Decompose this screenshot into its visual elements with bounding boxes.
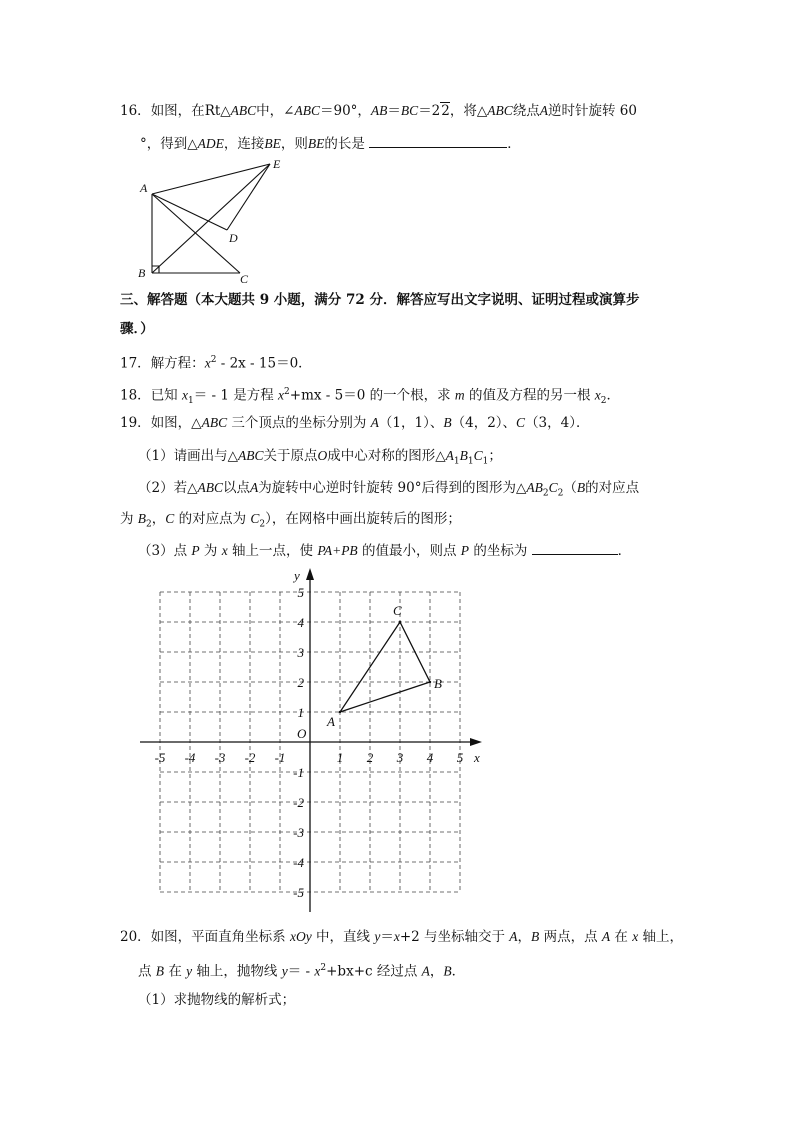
y-tick-label: 2: [297, 675, 304, 690]
q18-sub: 1: [187, 396, 194, 407]
q19-sub3: [138, 541, 631, 561]
q19-var: ABC: [201, 415, 228, 430]
segment-DE: [227, 164, 270, 230]
q16-var: BE: [264, 136, 281, 151]
q20-text: 两点，点: [539, 929, 602, 945]
q19-text: （3）点: [138, 543, 192, 559]
q19-var: PA+PB: [317, 543, 358, 558]
x-tick-label: 4: [426, 750, 434, 765]
q16-var: ABC: [487, 103, 513, 118]
q18-text: ＝ - 1 是方程: [193, 387, 279, 404]
q16-var: ABC: [230, 103, 257, 118]
section-3-title: 三、解答题（本大题共 9 小题，满分 72 分．解答应写出文字说明、证明过程或演算步: [120, 292, 640, 308]
q20-text: ＝: [380, 929, 394, 945]
q19-var: ABC: [197, 480, 223, 495]
q19-text: 的对应点为: [178, 511, 247, 527]
q19-var: A: [445, 448, 454, 463]
q20-var: A: [421, 963, 430, 979]
q20-line1: [120, 927, 683, 947]
q18: [120, 382, 620, 411]
q19-sub2: [138, 478, 639, 504]
q20-text: +2 与坐标轴交于: [399, 929, 510, 945]
x-tick-label: 2: [366, 750, 374, 765]
q16-var: AB: [370, 103, 388, 118]
q16-text: 中，∠: [256, 103, 295, 119]
q19-var: x: [221, 543, 228, 558]
y-tick-label: 5: [297, 585, 304, 600]
x-tick-label: 3: [396, 750, 404, 765]
q19-var: ABC: [237, 448, 264, 463]
x-tick-label: -3: [214, 750, 226, 765]
q20-var: A: [509, 929, 518, 944]
x-axis-label: x: [474, 750, 480, 765]
label-A: A: [140, 181, 148, 195]
answer-blank-19-3[interactable]: [532, 541, 618, 555]
q19-text: ；: [488, 448, 502, 464]
q19-sub2-cont: [120, 509, 461, 535]
q19-text: 成中心对称的图形△: [327, 448, 446, 464]
segment-AD: [152, 194, 227, 230]
q20-line2: [138, 958, 465, 982]
q20-text: 在: [610, 929, 633, 945]
q16-text: 逆时针旋转 60: [548, 103, 637, 119]
segment-AE: [152, 164, 270, 194]
q16-var: BC: [400, 103, 419, 118]
q16-line2: [140, 134, 521, 154]
q19-text: 为: [120, 511, 134, 527]
q19-text: 轴上一点，使: [227, 543, 318, 559]
q20-text: ＝ -: [287, 963, 315, 980]
label-C: C: [240, 272, 249, 286]
q20-var: x: [393, 929, 400, 944]
q20-sup: 2: [320, 963, 327, 973]
q20-text: 轴上，: [638, 929, 684, 945]
section-3-title-cont: 骤．）: [120, 321, 154, 337]
answer-blank-16[interactable]: [369, 134, 507, 148]
label-E: E: [273, 157, 281, 171]
q20-sub1: （1）求抛物线的解析式；: [138, 992, 296, 1008]
y-tick-label: 4: [297, 615, 304, 630]
triangle-abc: [340, 622, 430, 712]
q19-text: （4，2）、: [451, 415, 517, 431]
q19-text: 三个顶点的坐标分别为: [227, 415, 371, 431]
q19-text: 的值最小，则点: [357, 543, 461, 559]
q20-text: +bx+c 经过点: [326, 963, 422, 980]
q16-text: ，则: [280, 136, 308, 152]
q16-number: 16．: [120, 103, 151, 119]
q19-sub1: [138, 446, 502, 472]
q20-var: y: [281, 963, 288, 979]
q19-text: 关于原点: [263, 448, 318, 464]
q20-text: 轴上，抛物线: [192, 963, 282, 980]
q16-text: °，得到△: [140, 136, 198, 152]
q18-text: +mx - 5＝0 的一个根，求: [289, 387, 455, 404]
q19-var: C: [516, 415, 526, 430]
q16-text: 如图，在: [150, 103, 205, 119]
q16-text: 绕点: [512, 103, 540, 119]
q16-text: ．: [507, 136, 521, 152]
q19-var: A: [249, 480, 259, 495]
q20-var: y: [374, 929, 381, 944]
q17-number: 17．: [120, 355, 151, 372]
q16-var: ABC: [294, 103, 320, 118]
q16-var: BE: [307, 136, 325, 151]
q18-var: x: [594, 387, 601, 403]
q20-text: 点: [138, 963, 156, 980]
y-tick-label: -2: [293, 795, 304, 810]
y-tick-label: -1: [293, 765, 304, 780]
q18-sub: 2: [600, 396, 607, 407]
vertex-label-C: C: [393, 603, 402, 618]
q19-var: B: [137, 511, 147, 526]
q19-var: P: [191, 543, 200, 558]
q19-line1: [120, 413, 590, 433]
q20-text: 如图，平面直角坐标系: [150, 929, 290, 945]
sqrt-radicand: 2: [441, 103, 450, 119]
q19-var: C: [250, 511, 260, 526]
q19-var: O: [317, 448, 328, 463]
coordinate-grid: [130, 562, 490, 917]
q20-text: ，: [517, 929, 532, 945]
q18-var: x: [278, 387, 285, 403]
origin-label: O: [297, 726, 307, 741]
q19-sub: 1: [482, 456, 489, 467]
x-tick-label: -2: [244, 750, 256, 765]
q19-var: C: [548, 480, 558, 495]
q19-var: P: [460, 543, 470, 558]
vertex-label-A: A: [327, 714, 335, 729]
q17-text: 解方程：: [150, 355, 205, 372]
q19-sub: 1: [453, 456, 460, 467]
q16-text: ，将△: [449, 103, 488, 119]
q16-text: 的长是: [324, 136, 365, 152]
q16-figure: [132, 152, 292, 287]
vertex-point-A: [339, 711, 341, 713]
q19-var: B: [443, 415, 452, 430]
q20-var: A: [601, 929, 611, 944]
q19-text: ．: [617, 543, 632, 559]
q19-text: （1，1）、: [378, 415, 444, 431]
q18-number: 18．: [120, 387, 151, 404]
q19-var: B: [576, 480, 586, 495]
y-tick-label: 3: [297, 645, 304, 660]
y-axis-label: y: [294, 568, 300, 583]
y-tick-label: -4: [293, 855, 304, 870]
q20-text: ．: [451, 963, 466, 980]
q20-text: 在: [164, 963, 187, 980]
q19-text: 为旋转中心逆时针旋转 90°后得到的图形为△: [258, 480, 527, 496]
q17-sup: 2: [210, 355, 217, 365]
q19-var: A: [370, 415, 379, 430]
x-tick-label: -5: [154, 750, 166, 765]
q18-text: ．: [606, 387, 620, 404]
segment-BE: [152, 164, 270, 273]
q19-text: （2）若△: [138, 480, 198, 496]
q19-sub: 2: [557, 488, 564, 499]
q16-var: A: [539, 103, 549, 118]
label-B: B: [138, 266, 146, 280]
q20-var: x: [314, 963, 321, 979]
q16-text: △: [220, 103, 231, 119]
x-tick-label: -4: [184, 750, 196, 765]
x-tick-label: 5: [456, 750, 464, 765]
q19-var: C: [473, 448, 483, 463]
q20-text: 中，直线: [311, 929, 375, 945]
q20-var: B: [155, 963, 165, 979]
q19-text: 的对应点: [585, 480, 640, 496]
q18-sup: 2: [284, 387, 290, 397]
y-tick-label: 1: [297, 705, 304, 720]
q16-text: ＝2: [418, 103, 441, 119]
q20-var: xOy: [289, 929, 312, 944]
y-tick-label: -3: [293, 825, 304, 840]
q19-text: 为: [199, 543, 222, 559]
vertex-label-B: B: [434, 676, 442, 691]
q16-text: Rt: [204, 103, 221, 119]
q18-text: 的值及方程的另一根: [464, 387, 595, 404]
q19-var: AB: [526, 480, 543, 495]
q16-line1: [120, 101, 637, 121]
y-axis-arrow-icon: [306, 568, 314, 580]
q20-var: B: [443, 963, 452, 979]
q19-text: （: [563, 480, 577, 496]
q17-text: - 2x - 15＝0．: [216, 355, 312, 372]
vertex-point-B: [429, 681, 431, 683]
vertex-point-C: [399, 621, 401, 623]
q17: [120, 350, 312, 374]
x-tick-label: -1: [274, 750, 286, 765]
q16-text: ＝: [387, 103, 401, 119]
x-tick-label: 1: [336, 750, 344, 765]
q17-var: x: [204, 355, 211, 371]
q19-number: 19．: [120, 415, 151, 431]
q19-text: 如图，△: [150, 415, 202, 431]
q19-var: B: [459, 448, 468, 463]
q20-number: 20．: [120, 929, 151, 945]
q19-sub: 2: [146, 519, 152, 530]
q19-text: （1）请画出与△: [138, 448, 238, 464]
q19-text: ），在网格中画出旋转后的图形；: [265, 511, 461, 527]
q20-var: B: [531, 929, 540, 944]
q19-text: （3，4）．: [525, 415, 590, 431]
y-tick-label: -5: [293, 885, 304, 900]
q19-sub: 2: [259, 519, 266, 530]
q19-sub: 1: [467, 456, 474, 467]
q18-text: 已知: [150, 387, 182, 404]
q19-text: 以点: [222, 480, 250, 496]
label-D: D: [229, 231, 238, 245]
q19-text: 的坐标为: [469, 543, 528, 559]
q20-text: ，: [429, 963, 444, 980]
q19-sub: 2: [542, 488, 549, 499]
q20-var: x: [632, 929, 639, 944]
q19-var: C: [165, 511, 175, 526]
q19-text: ，: [151, 511, 166, 527]
q18-var: m: [454, 387, 465, 403]
q18-var: x: [181, 387, 188, 403]
q16-text: ，连接: [223, 136, 265, 152]
q16-text: ＝90°，: [319, 103, 371, 119]
q20-var: y: [186, 963, 193, 979]
x-axis-arrow-icon: [470, 738, 482, 746]
q16-var: ADE: [197, 136, 224, 151]
